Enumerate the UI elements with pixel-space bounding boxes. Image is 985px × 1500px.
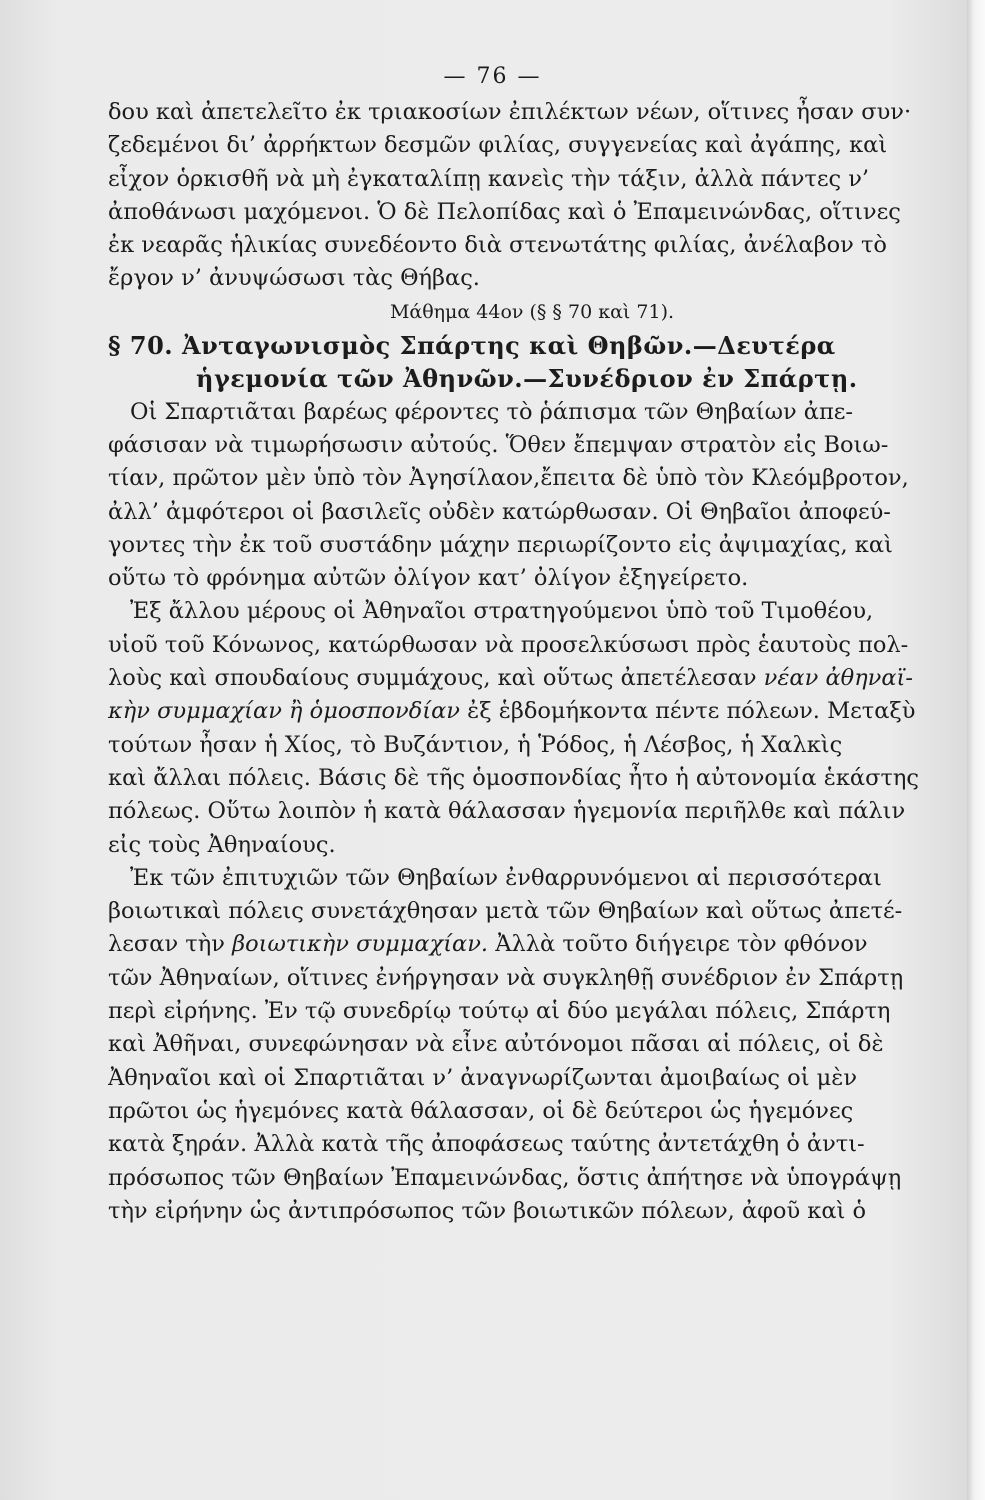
text-line: πρῶτοι ὡς ἡγεμόνες κατὰ θάλασσαν, οἱ δὲ δεύτεροι ὡς ἡγεμόνες	[108, 1097, 854, 1124]
paragraph-start: Οἱ Σπαρτιᾶται βαρέως φέροντες τὸ ῥάπισμα τῶν Θηβαίων ἀπε-	[130, 398, 854, 425]
text-line: εἶχον ὁρκισθῆ νὰ μὴ ἐγκαταλίπῃ κανεὶς τὴν τάξιν, ἀλλὰ πάντες ν’	[108, 165, 870, 192]
text-line: εἰς τοὺς Ἀθηναίους.	[108, 831, 336, 858]
text-line	[108, 928, 956, 961]
page-edge	[967, 0, 985, 1500]
text-line	[108, 695, 956, 728]
text-line: τίαν, πρῶτον μὲν ὑπὸ τὸν Ἀγησίλαον,ἔπειτα δὲ ὑπὸ τὸν Κλεόμβροτον,	[108, 465, 909, 492]
text-line: τούτων ἦσαν ἡ Χίος, τὸ Βυζάντιον, ἡ Ῥόδος, ἡ Λέσβος, ἡ Χαλκὶς	[108, 731, 843, 758]
italic-term: βοιωτικὴν συμμαχίαν.	[232, 931, 489, 958]
text-line: ἔργον ν’ ἀνυψώσωσι τὰς Θήβας.	[108, 265, 480, 292]
text-line: υἱοῦ τοῦ Κόνωνος, κατώρθωσαν νὰ προσελκύσωσι πρὸς ἑαυτοὺς πολ-	[108, 631, 909, 658]
section-heading: § 70. Ἀνταγωνισμὸς Σπάρτης καὶ Θηβῶν.—Δευτέρα	[108, 331, 836, 361]
text-line: πρόσωπος τῶν Θηβαίων Ἐπαμεινώνδας, ὅστις ἀπήτησε νὰ ὑπογράψῃ	[108, 1164, 902, 1191]
text-line: κατὰ ξηράν. Ἀλλὰ κατὰ τῆς ἀποφάσεως ταύτης ἀντετάχθη ὁ ἀντι-	[108, 1131, 865, 1158]
italic-term: νέαν ἀθηναϊ-	[763, 665, 913, 692]
text-line: τῶν Ἀθηναίων, οἵτινες ἐνήργησαν νὰ συγκληθῇ συνέδριον ἐν Σπάρτῃ	[108, 964, 904, 991]
text-line: καὶ ἄλλαι πόλεις. Βάσις δὲ τῆς ὁμοσπονδίας ἦτο ἡ αὐτονομία ἑκάστης	[108, 764, 919, 791]
text-segment: λοὺς καὶ σπουδαίους συμμάχους, καὶ οὕτως ἀπετέλεσαν	[108, 665, 757, 692]
text-segment: ἐξ ἑβδομήκοντα πέντε πόλεων. Μεταξὺ	[467, 698, 916, 725]
text-line: καὶ Ἀθῆναι, συνεφώνησαν νὰ εἶνε αὐτόνομοι πᾶσαι αἱ πόλεις, οἱ δὲ	[108, 1031, 884, 1058]
text-line: βοιωτικαὶ πόλεις συνετάχθησαν μετὰ τῶν Θηβαίων καὶ οὕτως ἀπετέ-	[108, 898, 903, 925]
text-line: ἐκ νεαρᾶς ἡλικίας συνεδέοντο διὰ στενωτάτης φιλίας, ἀνέλαβον τὸ	[108, 232, 887, 259]
paragraph-start: Ἐξ ἄλλου μέρους οἱ Ἀθηναῖοι στρατηγούμενοι ὑπὸ τοῦ Τιμοθέου,	[130, 598, 874, 625]
text-line	[108, 662, 956, 695]
text-line: ζεδεμένοι δι’ ἀρρήκτων δεσμῶν φιλίας, συγγενείας καὶ ἀγάπης, καὶ	[108, 132, 888, 159]
text-line: τὴν εἰρήνην ὡς ἀντιπρόσωπος τῶν βοιωτικῶν πόλεων, ἀφοῦ καὶ ὁ	[108, 1197, 867, 1224]
italic-term: κὴν συμμαχίαν ἢ ὁμοσπονδίαν	[108, 698, 460, 725]
text-line: φάσισαν νὰ τιμωρήσωσιν αὐτούς. Ὅθεν ἔπεμψαν στρατὸν εἰς Βοιω-	[108, 431, 889, 458]
text-line: ἀλλ’ ἀμφότεροι οἱ βασιλεῖς οὐδὲν κατώρθωσαν. Οἱ Θηβαῖοι ἀποφεύ-	[108, 498, 891, 525]
text-segment: λεσαν τὴν	[108, 931, 225, 958]
text-line: ἀποθάνωσι μαχόμενοι. Ὁ δὲ Πελοπίδας καὶ ὁ Ἐπαμεινώνδας, οἵτινες	[108, 198, 901, 225]
text-line: οὕτω τὸ φρόνημα αὐτῶν ὀλίγον κατ’ ὀλίγον ἐξηγείρετο.	[108, 565, 749, 592]
section-heading-continued: ἡγεμονία τῶν Ἀθηνῶν.—Συνέδριον ἐν Σπάρτῃ.	[196, 364, 858, 394]
text-segment: Ἀλλὰ τοῦτο διήγειρε τὸν φθόνον	[495, 931, 868, 958]
text-line: περὶ εἰρήνης. Ἐν τῷ συνεδρίῳ τούτῳ αἱ δύο μεγάλαι πόλεις, Σπάρτη	[108, 998, 891, 1025]
paragraph-start: Ἐκ τῶν ἐπιτυχιῶν τῶν Θηβαίων ἐνθαρρυνόμενοι αἱ περισσότεραι	[130, 864, 882, 891]
text-line: δου καὶ ἀπετελεῖτο ἐκ τριακοσίων ἐπιλέκτων νέων, οἵτινες ἦσαν συν·	[108, 99, 912, 125]
text-line: Ἀθηναῖοι καὶ οἱ Σπαρτιᾶται ν’ ἀναγνωρίζωνται ἀμοιβαίως οἱ μὲν	[108, 1064, 858, 1091]
lesson-caption: Μάθημα 44ον (§ § 70 καὶ 71).	[389, 300, 675, 323]
page-text	[108, 96, 956, 1228]
text-line: γοντες τὴν ἐκ τοῦ συστάδην μάχην περιωρίζοντο εἰς ἀψιμαχίας, καὶ	[108, 531, 893, 558]
page-number: — 76 —	[443, 64, 542, 89]
text-line: πόλεως. Οὕτω λοιπὸν ἡ κατὰ θάλασσαν ἡγεμονία περιῆλθε καὶ πάλιν	[108, 798, 906, 825]
